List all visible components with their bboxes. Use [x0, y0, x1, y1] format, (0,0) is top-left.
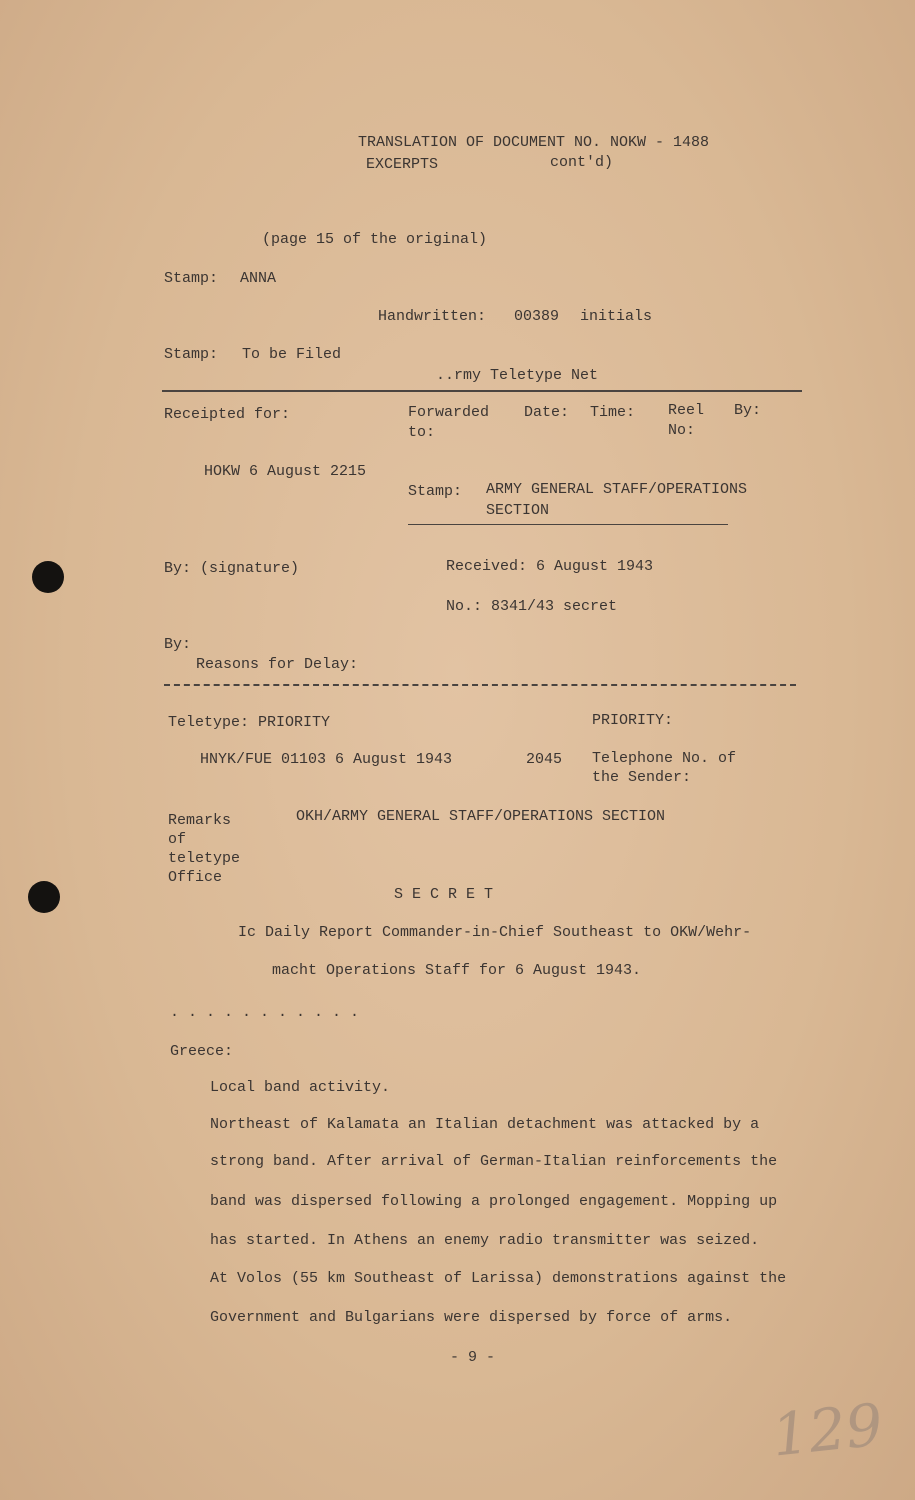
body-line-4: has started. In Athens an enemy radio transmitter was seized.: [210, 1232, 760, 1249]
date-label: Date:: [524, 404, 570, 421]
by-label-2: By:: [164, 636, 192, 653]
time-label: Time:: [590, 404, 636, 421]
reel-label: Reel: [668, 402, 705, 419]
remarks-label-3: teletype: [168, 850, 241, 867]
by-signature: By: (signature): [164, 560, 300, 577]
report-line-1: Ic Daily Report Commander-in-Chief Southeast to OKW/Wehr-: [238, 924, 752, 941]
hokw-entry: HOKW 6 August 2215: [204, 463, 367, 480]
form-top-rule: [162, 390, 802, 392]
remarks-label-1: Remarks: [168, 812, 232, 829]
dashed-separator: [164, 684, 796, 686]
forwarded-label: Forwarded: [408, 404, 490, 421]
page-reference: (page 15 of the original): [262, 231, 488, 248]
body-line-5: At Volos (55 km Southeast of Larissa) demonstrations against the: [210, 1270, 787, 1287]
by-label: By:: [734, 402, 762, 419]
forwarded-to-label: to:: [408, 424, 436, 441]
document-number: No.: 8341/43 secret: [446, 598, 618, 615]
stamp-filed-label: Stamp:: [164, 346, 219, 363]
reel-no-label: No:: [668, 422, 696, 439]
handwritten-note: initials: [580, 308, 653, 325]
stamp-value: ANNA: [240, 270, 277, 287]
remarks-label-2: of: [168, 831, 187, 848]
local-band-heading: Local band activity.: [210, 1079, 391, 1096]
stamp-line-2: SECTION: [486, 502, 550, 519]
teletype-time: 2045: [526, 751, 563, 768]
teletype-entry: HNYK/FUE 01103 6 August 1943: [200, 751, 453, 768]
ellipsis: . . . . . . . . . . .: [170, 1004, 360, 1021]
telephone-line-1: Telephone No. of: [592, 750, 737, 767]
handwritten-label: Handwritten:: [378, 308, 487, 325]
received-line: Received: 6 August 1943: [446, 558, 654, 575]
document-title: TRANSLATION OF DOCUMENT NO. NOKW - 1488: [358, 134, 710, 151]
remarks-label-4: Office: [168, 869, 223, 886]
net-title: ..rmy Teletype Net: [436, 367, 599, 384]
punch-hole: [28, 881, 60, 913]
punch-hole: [32, 561, 64, 593]
receipted-for-label: Receipted for:: [164, 406, 291, 423]
priority-right: PRIORITY:: [592, 712, 674, 729]
handwritten-folio-number: 129: [768, 1390, 886, 1470]
report-line-2: macht Operations Staff for 6 August 1943.: [272, 962, 642, 979]
page-number: - 9 -: [450, 1349, 496, 1366]
handwritten-number: 00389: [514, 308, 560, 325]
body-line-1: Northeast of Kalamata an Italian detachment was attacked by a: [210, 1116, 760, 1133]
stamp-filed-value: To be Filed: [242, 346, 342, 363]
continued-label: cont'd): [550, 154, 614, 171]
greece-heading: Greece:: [170, 1043, 234, 1060]
body-line-2: strong band. After arrival of German-Italian reinforcements the: [210, 1153, 778, 1170]
secret-heading: S E C R E T: [394, 886, 494, 903]
stamp-underline: [408, 524, 728, 525]
remarks-value: OKH/ARMY GENERAL STAFF/OPERATIONS SECTION: [296, 808, 666, 825]
body-line-6: Government and Bulgarians were dispersed by force of arms.: [210, 1309, 733, 1326]
telephone-line-2: the Sender:: [592, 769, 692, 786]
stamp-line-1: ARMY GENERAL STAFF/OPERATIONS: [486, 481, 748, 498]
stamp-label: Stamp:: [164, 270, 219, 287]
stamp-label-2: Stamp:: [408, 483, 463, 500]
body-line-3: band was dispersed following a prolonged engagement. Mopping up: [210, 1193, 778, 1210]
reasons-for-delay: Reasons for Delay:: [196, 656, 359, 673]
excerpts-label: EXCERPTS: [366, 156, 439, 173]
teletype-priority: Teletype: PRIORITY: [168, 714, 331, 731]
